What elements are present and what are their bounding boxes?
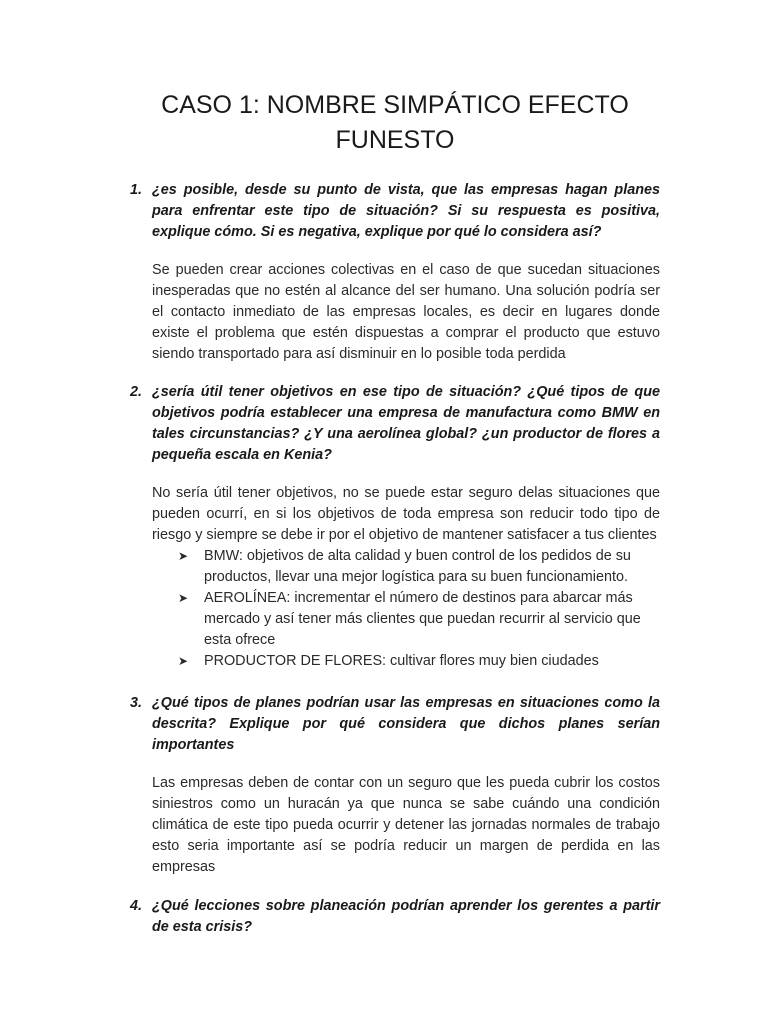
question-text: ¿Qué lecciones sobre planeación podrían aprender los gerentes a partir de esta crisis? [152, 898, 660, 935]
question-item-3 [130, 693, 660, 878]
arrow-bullet-icon: ➤ [178, 654, 189, 668]
document-title: CASO 1: NOMBRE SIMPÁTICO EFECTO FUNESTO [161, 91, 629, 154]
question-number: 1. [130, 182, 143, 198]
answer-text: Las empresas deben de contar con un seguro que les pueda cubrir los costos siniestros como un huracán ya que nunca se sabe cuándo una condición climática de este tipo pueda ocurrir y detener las jornadas normales de trabajo esto seria importante así se podría reducir un margen de perdida en las empresas [152, 775, 660, 875]
arrow-bullet-icon: ➤ [178, 591, 189, 605]
bullet-text: PRODUCTOR DE FLORES: cultivar flores muy bien ciudades [204, 653, 599, 669]
question-number: 2. [130, 384, 143, 400]
answer-text: Se pueden crear acciones colectivas en el caso de que sucedan situaciones inesperadas que no estén al alcance del ser humano. Una solución podría ser el contacto inmediato de las empresas locales, es decir en lugares donde existe el problema que estén dispuestas a comprar el producto que estuvo siendo transportado para así disminuir en lo posible toda perdida [152, 262, 660, 362]
bullet-list [152, 546, 660, 672]
answer-text: No sería útil tener objetivos, no se puede estar seguro delas situaciones que pueden ocurrí, en si los objetivos de toda empresa son reducir todo tipo de riesgo y siempre se debe ir por el objetivo de mantener satisfacer a tus clientes [152, 485, 660, 543]
question-text: ¿Qué tipos de planes podrían usar las empresas en situaciones como la descrita? Explique por qué considera que dichos planes serían importantes [152, 695, 660, 753]
question-item-2 [130, 382, 660, 672]
question-item-4 [130, 896, 660, 938]
bullet-item-bmw [178, 546, 660, 588]
question-text: ¿sería útil tener objetivos en ese tipo de situación? ¿Qué tipos de que objetivos podría establecer una empresa de manufactura como BMW en tales circunstancias? ¿Y una aerolínea global? ¿un productor de flores a pequeña escala en Kenia? [152, 384, 660, 463]
question-number: 4. [130, 898, 143, 914]
question-list [130, 180, 660, 938]
question-number: 3. [130, 695, 143, 711]
question-item-1 [130, 180, 660, 365]
bullet-item-aerolinea [178, 588, 660, 651]
question-text: ¿es posible, desde su punto de vista, que las empresas hagan planes para enfrentar este tipo de situación? Si su respuesta es positiva, explique cómo. Si es negativa, explique por qué lo considera así? [152, 182, 660, 240]
arrow-bullet-icon: ➤ [178, 549, 189, 563]
bullet-item-productor [178, 651, 660, 672]
bullet-text: AEROLÍNEA: incrementar el número de destinos para abarcar más mercado y así tener más clientes que puedan recurrir al servicio que esta ofrece [204, 590, 641, 648]
bullet-text: BMW: objetivos de alta calidad y buen control de los pedidos de su productos, llevar una mejor logística para su buen funcionamiento. [204, 548, 631, 585]
